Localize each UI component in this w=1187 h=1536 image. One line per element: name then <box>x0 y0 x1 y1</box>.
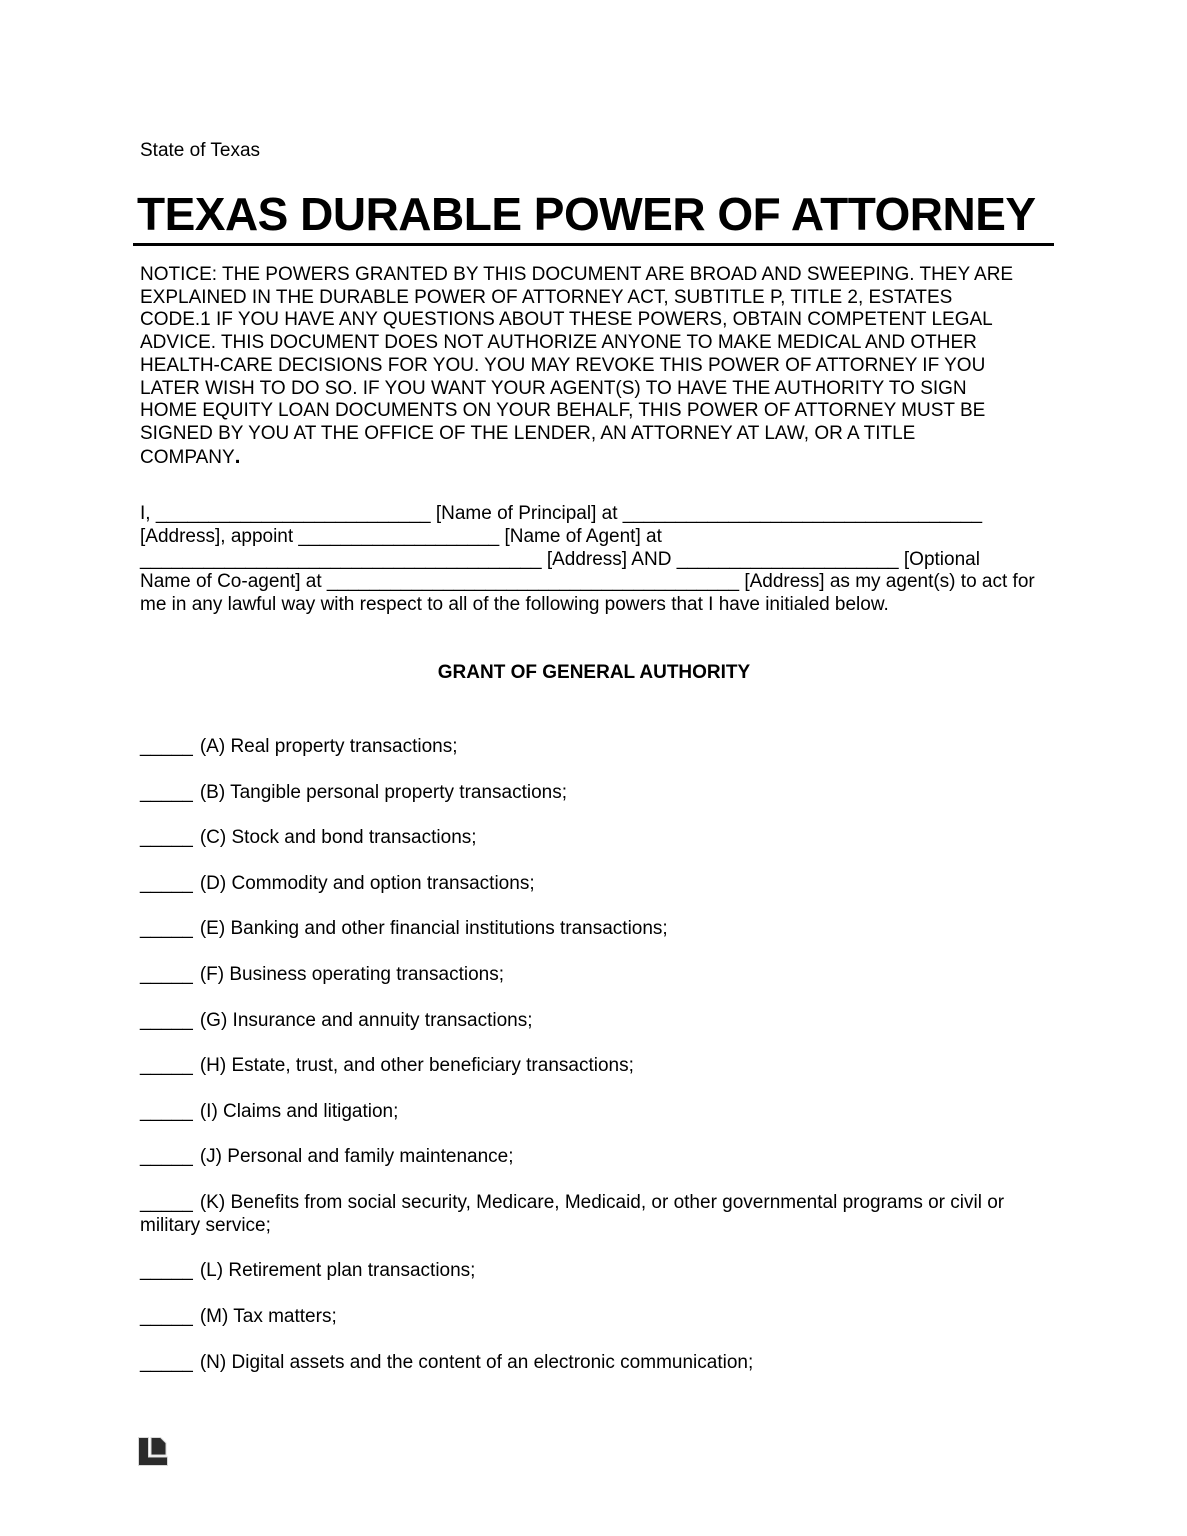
power-label: (N) Digital assets and the content of an electronic communication; <box>199 1351 754 1373</box>
appointment-line: ______________________________________ [Address] AND _____________________ [Optional <box>140 548 980 570</box>
power-item <box>140 1055 1048 1078</box>
appointment-line: Name of Co-agent] at _______________________________________ [Address] as my agent(s) to act for <box>140 571 1035 593</box>
power-item <box>140 736 1048 759</box>
powers-list <box>140 736 1048 1397</box>
notice-line: HEALTH-CARE DECISIONS FOR YOU. YOU MAY REVOKE THIS POWER OF ATTORNEY IF YOU <box>140 354 986 376</box>
initials-blank: _____ <box>140 1305 193 1327</box>
notice-line: ADVICE. THIS DOCUMENT DOES NOT AUTHORIZE ANYONE TO MAKE MEDICAL AND OTHER <box>140 332 977 354</box>
power-label: (C) Stock and bond transactions; <box>199 827 477 849</box>
initials-blank: _____ <box>140 827 193 849</box>
grant-heading: GRANT OF GENERAL AUTHORITY <box>437 662 751 683</box>
power-item <box>140 873 1048 896</box>
legal-templates-logo-icon <box>137 1436 169 1467</box>
title-underline <box>133 188 1054 246</box>
power-item <box>140 1352 1048 1375</box>
initials-blank: _____ <box>140 1146 193 1168</box>
state-label: State of Texas <box>140 140 261 161</box>
power-label: (B) Tangible personal property transactions; <box>199 781 568 803</box>
power-label: (I) Claims and litigation; <box>199 1100 399 1122</box>
notice-paragraph <box>140 264 1048 469</box>
power-item <box>140 918 1048 941</box>
power-label: (F) Business operating transactions; <box>199 963 504 985</box>
notice-line: CODE.1 IF YOU HAVE ANY QUESTIONS ABOUT THESE POWERS, OBTAIN COMPETENT LEGAL <box>140 309 993 331</box>
initials-blank: _____ <box>140 1191 193 1213</box>
power-item <box>140 1010 1048 1033</box>
notice-line: NOTICE: THE POWERS GRANTED BY THIS DOCUMENT ARE BROAD AND SWEEPING. THEY ARE <box>140 264 1014 285</box>
power-item <box>140 1260 1048 1283</box>
legal-templates-logo <box>137 1436 169 1467</box>
document-title: TEXAS DURABLE POWER OF ATTORNEY <box>137 188 1036 240</box>
power-label: (H) Estate, trust, and other beneficiary transactions; <box>199 1055 634 1077</box>
power-item <box>140 1192 1048 1238</box>
appointment-line: me in any lawful way with respect to all of the following powers that I have initialed below. <box>140 594 889 616</box>
initials-blank: _____ <box>140 781 193 803</box>
notice-line: HOME EQUITY LOAN DOCUMENTS ON YOUR BEHALF, THIS POWER OF ATTORNEY MUST BE <box>140 400 986 422</box>
power-label: (K) Benefits from social security, Medicare, Medicaid, or other governmental programs or civil or military service; <box>140 1191 1005 1236</box>
appointment-line: I, __________________________ [Name of Principal] at __________________________________ <box>140 503 983 524</box>
initials-blank: _____ <box>140 1009 193 1031</box>
initials-blank: _____ <box>140 872 193 894</box>
notice-line: LATER WISH TO DO SO. IF YOU WANT YOUR AGENT(S) TO HAVE THE AUTHORITY TO SIGN <box>140 377 967 399</box>
power-item <box>140 827 1048 850</box>
power-label: (L) Retirement plan transactions; <box>199 1260 476 1282</box>
notice-company-text: COMPANY <box>140 446 235 468</box>
notice-line: EXPLAINED IN THE DURABLE POWER OF ATTORNEY ACT, SUBTITLE P, TITLE 2, ESTATES <box>140 286 953 308</box>
initials-blank: _____ <box>140 1260 193 1282</box>
initials-blank: _____ <box>140 1055 193 1077</box>
notice-last-line <box>140 446 1048 470</box>
notice-line: SIGNED BY YOU AT THE OFFICE OF THE LENDER, AN ATTORNEY AT LAW, OR A TITLE <box>140 422 916 444</box>
power-item <box>140 1146 1048 1169</box>
power-label: (A) Real property transactions; <box>199 736 458 757</box>
initials-blank: _____ <box>140 963 193 985</box>
initials-blank: _____ <box>140 736 193 757</box>
power-item <box>140 1306 1048 1329</box>
power-label: (M) Tax matters; <box>199 1305 337 1327</box>
power-item <box>140 1101 1048 1124</box>
notice-bold-period: . <box>234 444 241 468</box>
initials-blank: _____ <box>140 1351 193 1373</box>
initials-blank: _____ <box>140 918 193 940</box>
power-label: (J) Personal and family maintenance; <box>199 1146 514 1168</box>
power-label: (G) Insurance and annuity transactions; <box>199 1009 533 1031</box>
power-item <box>140 964 1048 987</box>
appointment-paragraph <box>140 503 1048 617</box>
appointment-line: [Address], appoint ___________________ [Name of Agent] at <box>140 525 662 547</box>
power-label: (D) Commodity and option transactions; <box>199 872 535 894</box>
power-item <box>140 782 1048 805</box>
power-label: (E) Banking and other financial institutions transactions; <box>199 918 668 940</box>
initials-blank: _____ <box>140 1100 193 1122</box>
